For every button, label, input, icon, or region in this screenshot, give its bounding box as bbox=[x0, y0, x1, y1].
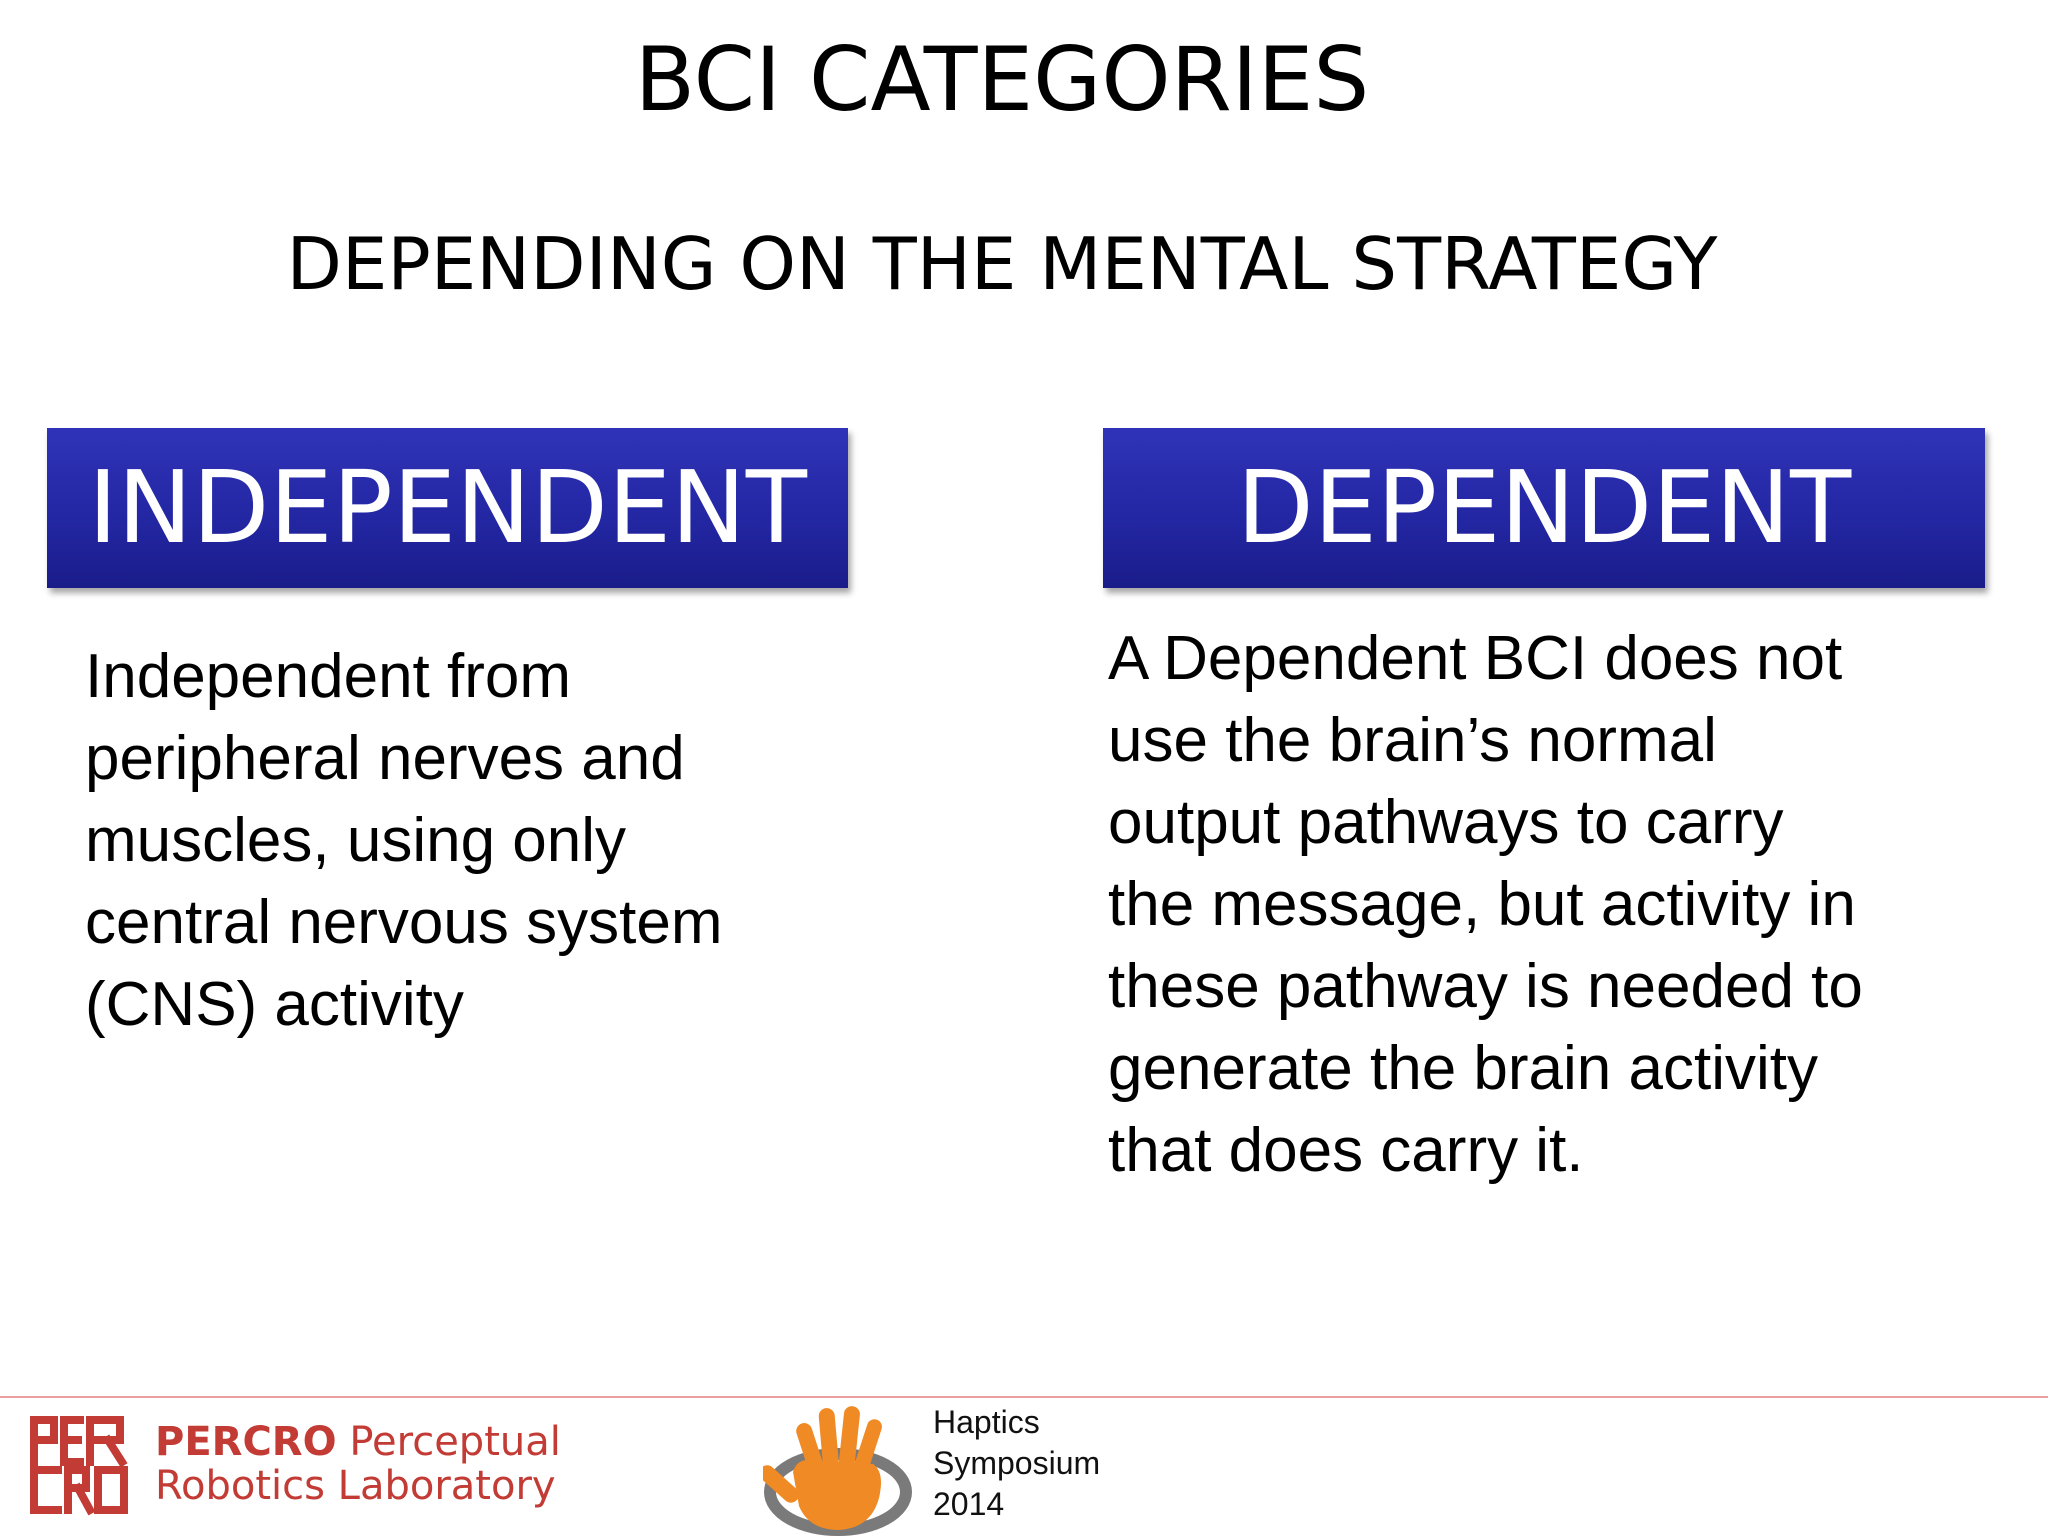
percro-name-bold: PERCRO bbox=[155, 1419, 337, 1465]
description-line: generate the brain activity bbox=[1108, 1034, 1818, 1103]
description-line: A Dependent BCI does not bbox=[1108, 624, 1843, 693]
dependent-description bbox=[1108, 618, 1863, 1192]
haptics-hand-logo-icon bbox=[763, 1402, 913, 1536]
description-line: use the brain’s normal bbox=[1108, 706, 1717, 775]
independent-description bbox=[85, 636, 722, 1046]
percro-name-line1 bbox=[155, 1420, 561, 1464]
slide-title: BCI CATEGORIES bbox=[634, 28, 1370, 131]
description-line: the message, but activity in bbox=[1108, 870, 1856, 939]
description-line: muscles, using only bbox=[85, 806, 627, 875]
percro-logo-icon bbox=[28, 1414, 130, 1516]
description-line: output pathways to carry bbox=[1108, 788, 1784, 857]
haptics-line3: 2014 bbox=[933, 1486, 1005, 1522]
description-line: that does carry it. bbox=[1108, 1116, 1584, 1185]
description-line: (CNS) activity bbox=[85, 970, 464, 1039]
description-line: peripheral nerves and bbox=[85, 724, 685, 793]
dependent-box: DEPENDENT bbox=[1103, 428, 1985, 588]
percro-name-line2: Robotics Laboratory bbox=[155, 1463, 556, 1509]
description-line: Independent from bbox=[85, 642, 572, 711]
haptics-line2: Symposium bbox=[933, 1445, 1101, 1481]
haptics-symposium-label bbox=[933, 1402, 1100, 1525]
percro-name-rest: Perceptual bbox=[336, 1419, 561, 1465]
footer-divider bbox=[0, 1396, 2048, 1398]
percro-lab-name bbox=[155, 1420, 561, 1508]
haptics-line1: Haptics bbox=[933, 1404, 1040, 1440]
slide-subtitle: DEPENDING ON THE MENTAL STRATEGY bbox=[286, 222, 1718, 306]
independent-box: INDEPENDENT bbox=[47, 428, 848, 588]
description-line: these pathway is needed to bbox=[1108, 952, 1863, 1021]
description-line: central nervous system bbox=[85, 888, 723, 957]
